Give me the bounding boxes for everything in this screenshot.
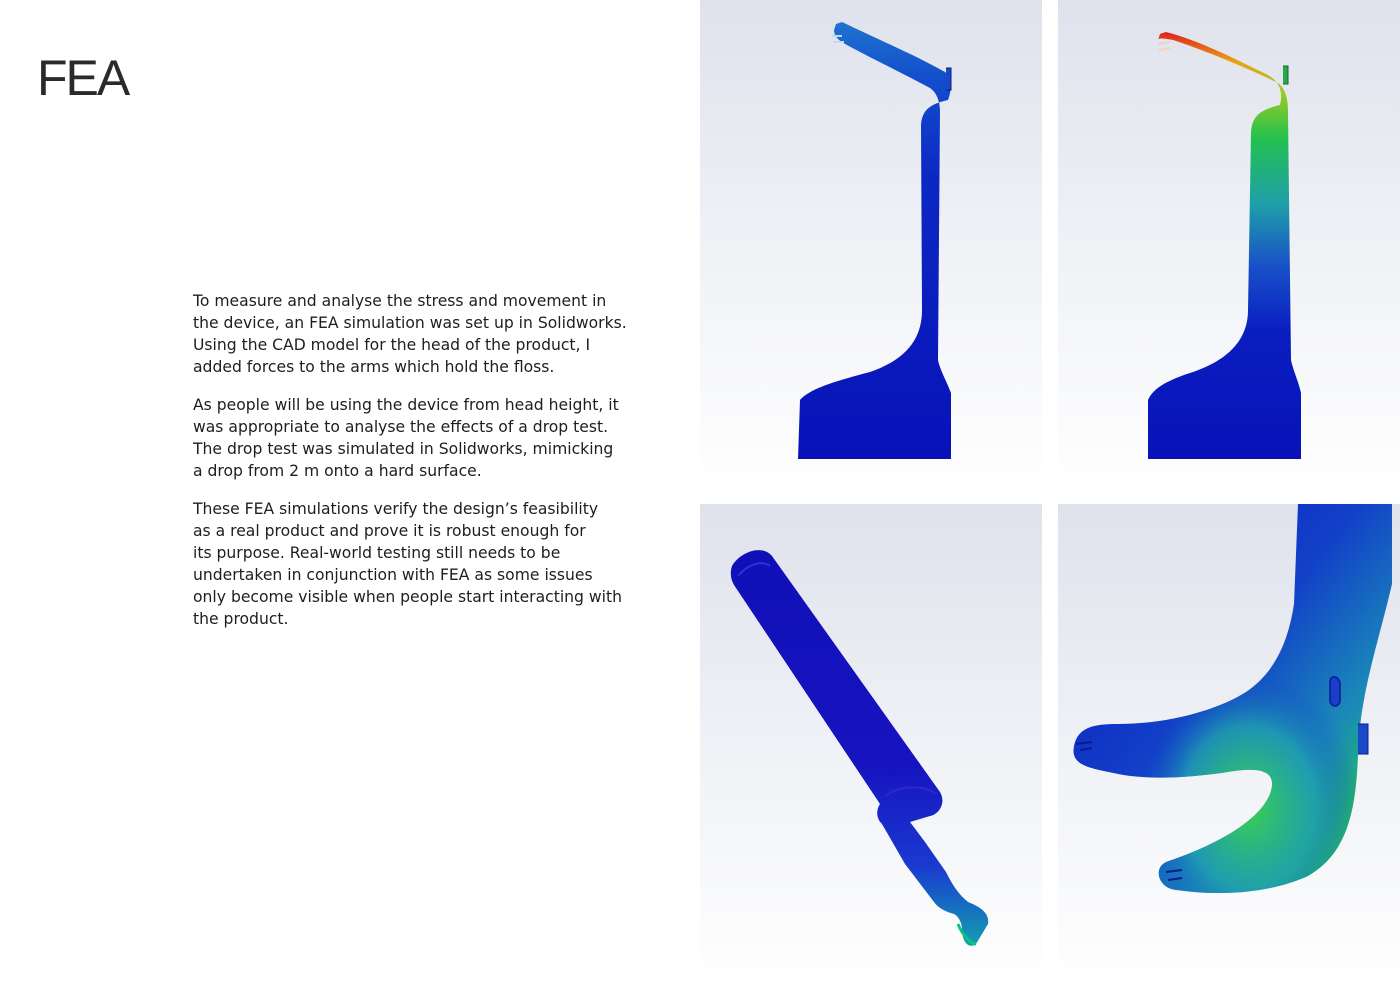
fea-model-shape <box>731 550 988 946</box>
fea-model-shape <box>1148 32 1301 459</box>
paragraph-drop-test: As people will be using the device from head height, it was appropriate to analyse the effects of a drop test. The drop test was simulated in Solidworks, mimicking a drop from 2 m onto a hard surface. <box>193 396 619 480</box>
fea-drop-test-closeup-render <box>1058 504 1400 990</box>
paragraph-conclusion: These FEA simulations verify the design’s feasibility as a real product and prove it is robust enough for its purpose. Real-world testing still needs to be undertaken in conjunction with FEA as some issues only become visible when people start interacting with the product. <box>193 500 622 628</box>
fea-image-drop-test-full <box>700 504 1042 990</box>
fea-head-displacement-render <box>1058 0 1400 495</box>
fea-model-shape <box>1073 504 1392 893</box>
fea-model-shape <box>798 22 951 459</box>
paragraph-force-analysis: To measure and analyse the stress and movement in the device, an FEA simulation was set up in Solidworks. Using the CAD model for the head of the product, I added forces to the arms which hold the floss. <box>193 292 627 376</box>
fea-image-head-stress <box>700 0 1042 495</box>
fea-head-stress-render <box>700 0 1042 495</box>
fea-image-drop-test-closeup <box>1058 504 1400 990</box>
fea-drop-test-full-render <box>700 504 1042 990</box>
fea-image-head-displacement <box>1058 0 1400 495</box>
body-text <box>193 290 663 646</box>
page-title: FEA <box>37 50 129 106</box>
